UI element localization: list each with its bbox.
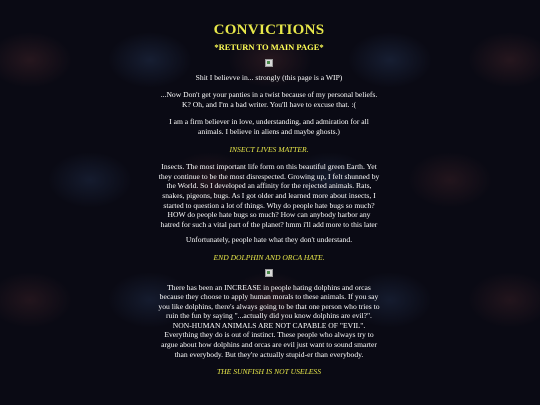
dolphin-image-container	[158, 267, 380, 275]
header-image-container	[158, 57, 380, 65]
page-title: CONVICTIONS	[213, 22, 325, 38]
beliefs-text: I am a firm believer in love, understanding, and admiration for all animals. I believe in aliens and maybe ghosts.)	[169, 117, 369, 136]
section-close-insects: Unfortunately, people hate what they don't understand.	[185, 235, 353, 245]
broken-image-icon	[265, 59, 273, 67]
section-heading-sunfish: THE SUNFISH IS NOT USELESS	[216, 367, 322, 377]
disclaimer-text: ...Now Don't get your panties in a twist because of my personal beliefs. K? Oh, and I'm a bad writer. You'll have to excuse that. :(	[160, 90, 378, 109]
intro-text: Shit I believve in... strongly (this page is a WIP)	[195, 72, 343, 82]
section-heading-dolphins: END DOLPHIN AND ORCA HATE.	[213, 252, 325, 262]
section-body-dolphins: There has been an INCREASE in people hating dolphins and orcas because they choose to apply human morals to these animals. If you say you like dolphins, there's always going to be that one person who tries to ruin the fun by saying "...actually did you know dolphins are evil?". NON-HUMAN ANIMALS ARE NOT CAPABLE OF "EVIL". Everything they do is out of instinct. These people who always try to argue about how dolphins and orcas are evil just want to sound smarter than everybody. But they're actually stupid-er than everybody.	[158, 282, 380, 359]
broken-image-icon	[265, 269, 273, 277]
section-heading-insects: INSECT LIVES MATTER.	[229, 144, 309, 154]
return-to-main-link[interactable]: *RETURN TO MAIN PAGE*	[214, 42, 324, 52]
page-content	[158, 22, 380, 377]
section-body-insects: Insects. The most important life form on this beautiful green Earth. Yet they continue to be the most disrespected. Growing up, I felt shunned by the World. So I developed an affinity for the rejected animals. Rats, snakes, pigeons, bugs. As I got older and learned more about insects, I started to question a lot of things. Why do people hate bugs so much? HOW do people hate bugs so much? How can anybody harbor any hatred for such a vital part of the planet? hmm i'll add more to this later	[158, 162, 380, 229]
